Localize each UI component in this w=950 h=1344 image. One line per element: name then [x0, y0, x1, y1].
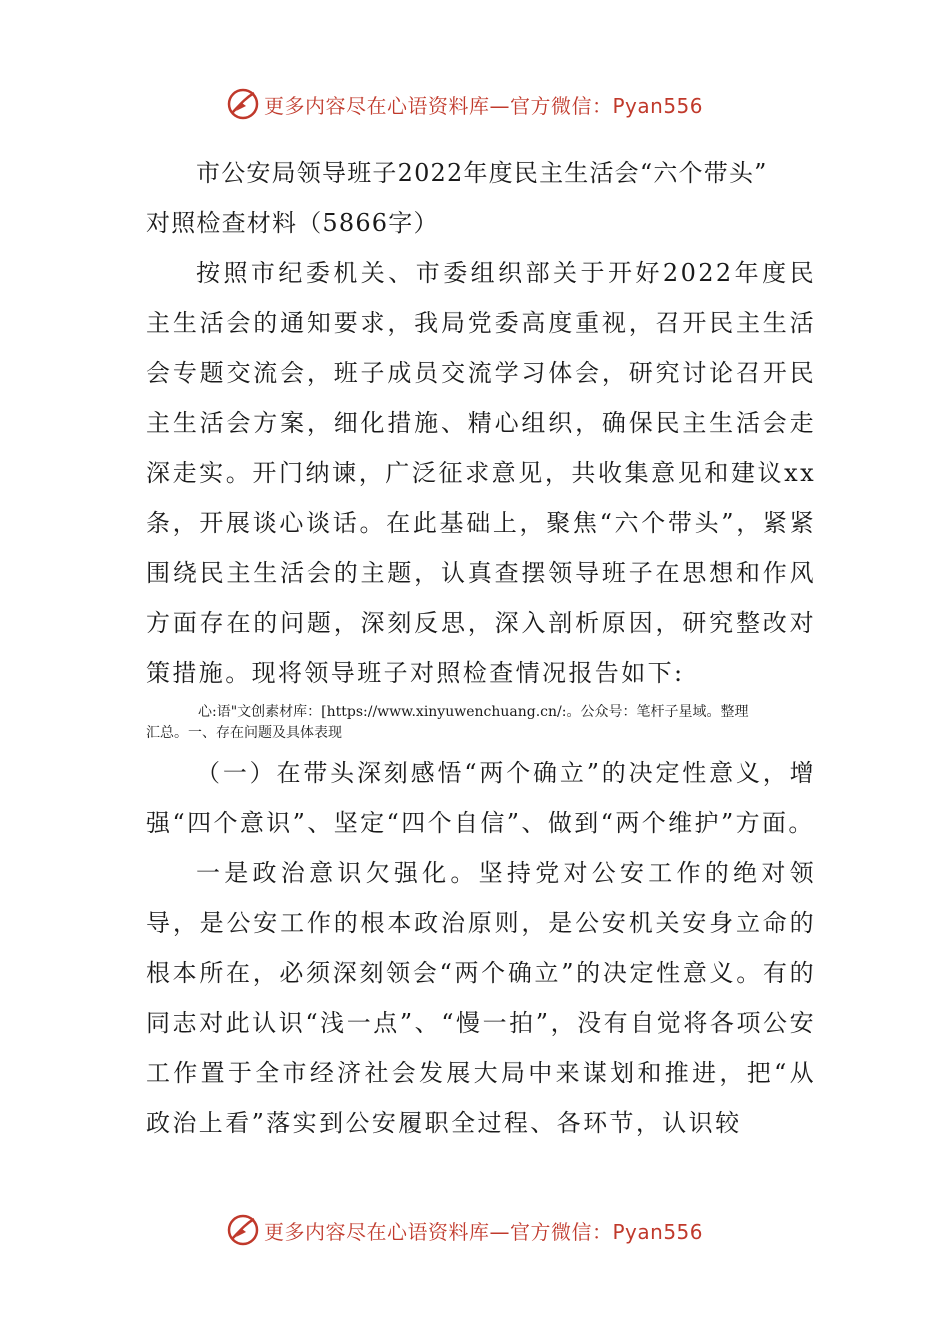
source-note-line-1: 心:语"文创素材库：[https://www.xinyuwenchuang.cn/:。公众号：笔杆子星域。整理: [198, 704, 749, 720]
header-banner: [226, 84, 726, 124]
document-body: [146, 148, 816, 1148]
source-note: [146, 702, 816, 744]
footer-contact: Pyan556: [612, 1219, 704, 1244]
title-line-1: 市公安局领导班子2022年度民主生活会“六个带头”: [196, 159, 768, 187]
title-line-2: 对照检查材料（5866字）: [146, 209, 439, 237]
header-contact: Pyan556: [612, 93, 704, 118]
footer-banner: [226, 1210, 726, 1250]
pen-logo-icon: [226, 1213, 260, 1247]
document-title: [146, 148, 816, 248]
section-1-paragraph-1: 一是政治意识欠强化。坚持党对公安工作的绝对领导，是公安工作的根本政治原则，是公安机关安身立命的根本所在，必须深刻领会“两个确立”的决定性意义。有的同志对此认识“浅一点”、“慢一拍”，没有自觉将各项公安工作置于全市经济社会发展大局中来谋划和推进，把“从政治上看”落实到公安履职全过程、各环节，认识较: [146, 859, 816, 1137]
pen-logo-icon: [226, 87, 260, 121]
section-1-heading: （一）在带头深刻感悟“两个确立”的决定性意义，增强“四个意识”、坚定“四个自信”、做到“两个维护”方面。: [146, 759, 816, 837]
footer-banner-text: 更多内容尽在心语资料库—官方微信：Pyan556: [264, 1219, 704, 1244]
source-note-line-2: 汇总。一、存在问题及具体表现: [146, 725, 342, 741]
intro-paragraph: 按照市纪委机关、市委组织部关于开好2022年度民主生活会的通知要求，我局党委高度重视，召开民主生活会专题交流会，班子成员交流学习体会，研究讨论召开民主生活会方案，细化措施、精心组织，确保民主生活会走深走实。开门纳谏，广泛征求意见，共收集意见和建议xx条，开展谈心谈话。在此基础上，聚焦“六个带头”，紧紧围绕民主生活会的主题，认真查摆领导班子在思想和作风方面存在的问题，深刻反思，深入剖析原因，研究整改对策措施。现将领导班子对照检查情况报告如下:: [146, 259, 816, 687]
header-banner-text: 更多内容尽在心语资料库—官方微信：Pyan556: [264, 93, 704, 118]
